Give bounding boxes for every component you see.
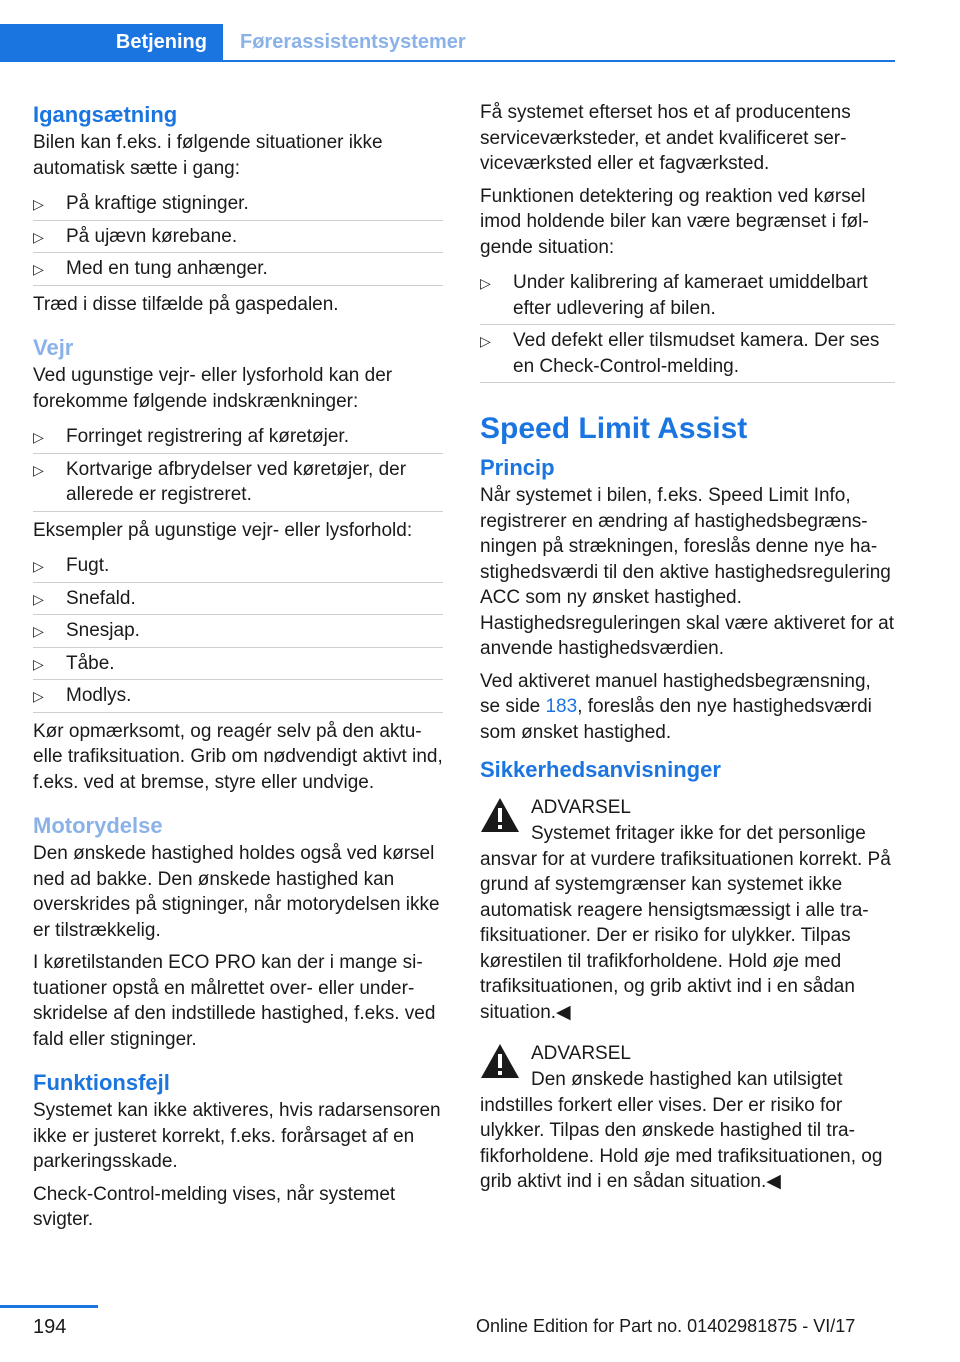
list-item: ▷ Snesjap. xyxy=(33,615,443,648)
warning-title: ADVARSEL xyxy=(531,1043,631,1064)
triangle-bullet-icon: ▷ xyxy=(480,333,491,349)
warning-text: Systemet fritager ikke for det personlige xyxy=(531,823,866,844)
section-title-princip: Princip xyxy=(480,455,555,480)
list-item: ▷ Fugt. xyxy=(33,550,443,583)
warning-text: indstilles forkert eller vises. Der er risiko for ulykker. Tilpas den ønskede hastighed til trafikforholdene. Hold øje med trafiksituationen, og grib aktivt ind i en sådan situation.◀ xyxy=(480,1094,883,1192)
chapter-title-speed-limit-assist: Speed Limit Assist xyxy=(480,412,748,445)
list-item: ▷ Snefald. xyxy=(33,583,443,616)
bullet-list xyxy=(33,421,443,512)
list-item: ▷ Med en tung anhænger. xyxy=(33,253,443,286)
list-item: ▷ Forringet registrering af køretøjer. xyxy=(33,421,443,454)
header-divider xyxy=(0,60,895,62)
triangle-bullet-icon: ▷ xyxy=(33,688,44,704)
section-title-igangsaetning: Igangsætning xyxy=(33,102,178,127)
bullet-list xyxy=(480,267,895,383)
paragraph: Kør opmærksomt, og reagér selv på den aktuelle trafiksituation. Grib om nødvendigt aktivt ind, f.eks. ved at bremse, styre eller undvige. xyxy=(33,720,443,793)
paragraph: Eksempler på ugunstige vejr- eller lysforhold: xyxy=(33,519,413,541)
section-title-motorydelse: Motorydelse xyxy=(33,813,163,838)
list-item: ▷ Kortvarige afbrydelser ved køretøjer, der allerede er registreret. xyxy=(33,454,443,512)
paragraph: Check-Control-melding vises, når systemet svigter. xyxy=(33,1183,396,1230)
paragraph: I køretilstanden ECO PRO kan der i mange situationer opstå en målrettet over- eller underskridelse af den indstillede hastighed, f.eks. ved fald eller stigninger. xyxy=(33,952,436,1050)
warning-title: ADVARSEL xyxy=(531,797,631,818)
paragraph: Træd i disse tilfælde på gaspedalen. xyxy=(33,293,339,315)
page-number: 194 xyxy=(33,1316,67,1338)
warning-triangle-icon xyxy=(480,1043,520,1079)
list-item: ▷ Tåbe. xyxy=(33,648,443,681)
bullet-list xyxy=(33,188,443,286)
section-title-funktionsfejl: Funktionsfejl xyxy=(33,1070,170,1095)
list-item: ▷ Ved defekt eller tilsmudset kamera. Der ses en Check-Control-melding. xyxy=(480,325,895,383)
warning-text: Den ønskede hastighed kan utilsigtet xyxy=(531,1069,843,1090)
warning-block xyxy=(480,795,895,1025)
triangle-bullet-icon: ▷ xyxy=(33,228,44,245)
section-title-sikkerhedsanvisninger: Sikkerhedsanvisninger xyxy=(480,757,721,782)
triangle-bullet-icon: ▷ xyxy=(33,623,44,639)
paragraph: Systemet kan ikke aktiveres, hvis radarsensoren ikke er justeret korrekt, f.eks. forårsaget af en parkeringsskade. xyxy=(33,1100,441,1172)
paragraph: Ved aktiveret manuel hastighedsbegrænsning, se side 183, foreslås den nye hastighedsværdi som ønsket hastighed. xyxy=(480,670,872,743)
tab-betjening[interactable]: Betjening xyxy=(0,24,223,61)
header-bar xyxy=(0,0,895,62)
paragraph: Ved ugunstige vejr- eller lysforhold kan der forekomme følgende indskrænkninger: xyxy=(33,365,393,412)
triangle-bullet-icon: ▷ xyxy=(33,461,44,478)
list-item: ▷ På kraftige stigninger. xyxy=(33,188,443,221)
triangle-bullet-icon: ▷ xyxy=(33,655,44,672)
list-item: ▷ På ujævn kørebane. xyxy=(33,221,443,254)
paragraph: Bilen kan f.eks. i følgende situationer ikke automatisk sætte i gang: xyxy=(33,132,383,179)
paragraph: Få systemet efterset hos et af producentens serviceværksteder, et andet kvalificeret serviceværksted eller et fagværksted. xyxy=(480,102,851,174)
list-item: ▷ Under kalibrering af kameraet umiddelbart efter udlevering af bilen. xyxy=(480,267,895,325)
triangle-bullet-icon: ▷ xyxy=(33,590,44,607)
warning-block xyxy=(480,1041,895,1195)
edition-info: Online Edition for Part no. 01402981875 - VI/17 xyxy=(476,1316,856,1336)
triangle-bullet-icon: ▷ xyxy=(33,261,44,277)
bullet-list xyxy=(33,550,443,713)
triangle-bullet-icon: ▷ xyxy=(480,275,491,291)
section-title-vejr: Vejr xyxy=(33,335,74,360)
left-column xyxy=(33,100,443,1240)
warning-triangle-icon xyxy=(480,797,520,833)
triangle-bullet-icon: ▷ xyxy=(33,429,44,445)
right-column xyxy=(480,100,895,1195)
paragraph: Funktionen detektering og reaktion ved kørsel imod holdende biler kan være begrænset i følgende situation: xyxy=(480,185,869,258)
triangle-bullet-icon: ▷ xyxy=(33,558,44,574)
warning-text: ansvar for at vurdere trafiksituationen korrekt. På grund af systemgrænser kan systemet ikke automatisk reagere hensigtsmæssigt i alle trafiksituationer. Der er risiko for ulykker. Tilpas kørestilen til trafikforholdene. Hold øje med trafiksituationen, og grib aktivt ind i en sådan situation.◀ xyxy=(480,848,891,1023)
list-item: ▷ Modlys. xyxy=(33,680,443,713)
page-reference-link[interactable]: 183 xyxy=(545,696,578,717)
footer-divider xyxy=(0,1305,98,1308)
paragraph: Når systemet i bilen, f.eks. Speed Limit Info, registrerer en ændring af hastighedsbegrænsningen på strækningen, foreslås denne nye hastighedsværdi til den aktive hastighedsregulering ACC som ny ønsket hastighed. Hastighedsreguleringen skal være aktiveret for at anvende hastighedsværdien. xyxy=(480,485,894,659)
triangle-bullet-icon: ▷ xyxy=(33,196,44,212)
tab-forerassistentsystemer[interactable]: Førerassistentsystemer xyxy=(240,31,466,53)
paragraph: Den ønskede hastighed holdes også ved kørsel ned ad bakke. Den ønskede hastighed kan overskrides på stigninger, når motorydelsen ikke er tilstrækkelig. xyxy=(33,843,440,941)
